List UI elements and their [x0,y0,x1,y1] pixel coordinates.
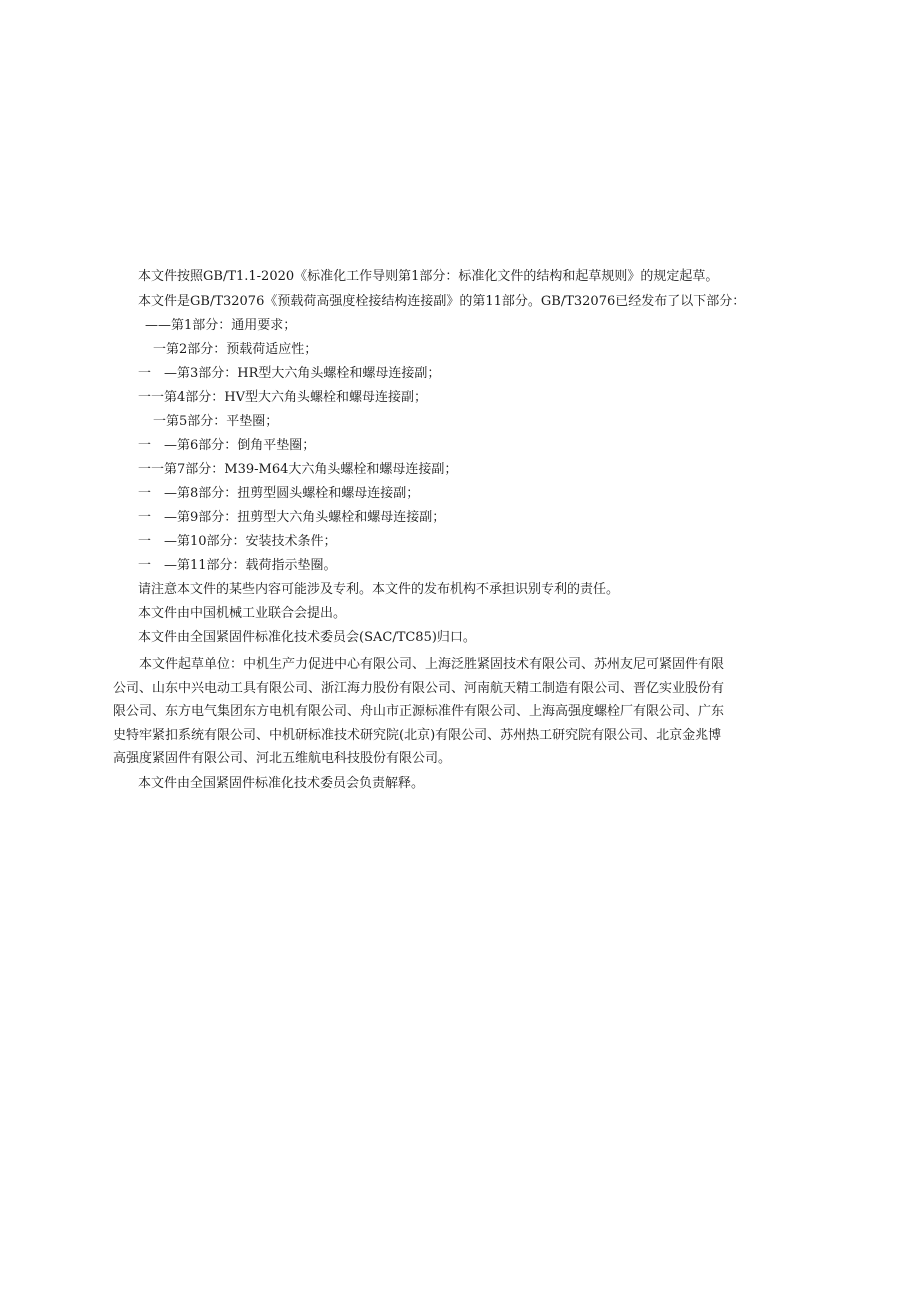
part-list-item: ——第1部分：通用要求； [145,318,297,333]
part-list-item: 一 —第11部分：载荷指示垫圈。 [138,558,337,573]
interpretation-notice: 本文件由全国紧固件标准化技术委员会负责解释。 [138,776,425,791]
drafting-units-line: 高强度紧固件有限公司、河北五维航电科技股份有限公司。 [113,751,452,766]
drafting-units-line: 限公司、东方电气集团东方电机有限公司、舟山市正源标准件有限公司、上海高强度螺栓厂有限公司、广东 [113,704,725,719]
part-list-item: 一第5部分：平垫圈； [153,414,279,429]
drafting-units-line: 公司、山东中兴电动工具有限公司、浙江海力股份有限公司、河南航天精工制造有限公司、晋亿实业股份有 [113,680,725,696]
part-list-item: 一 —第8部分：扭剪型圆头螺栓和螺母连接副； [138,486,420,501]
patent-notice: 请注意本文件的某些内容可能涉及专利。本文件的发布机构不承担识别专利的责任。 [138,582,620,597]
foreword-series-intro: 本文件是GB/T32076《预载荷高强度栓接结构连接副》的第11部分。GB/T32076已经发布了以下部分： [138,294,746,309]
part-list-item: 一一第7部分：M39-M64大六角头螺栓和螺母连接副； [138,462,458,477]
part-list-item: 一第2部分：预载荷适应性； [153,342,318,357]
foreword-drafting-rule: 本文件按照GB/T1.1-2020《标准化工作导则第1部分：标准化文件的结构和起草规则》的规定起草。 [138,269,719,284]
drafting-units-line: 本文件起草单位：中机生产力促进中心有限公司、上海泛胜紧固技术有限公司、苏州友尼可紧固件有限 [113,657,725,672]
part-list-item: 一一第4部分：HV型大六角头螺栓和螺母连接副； [138,390,427,405]
part-list-item: 一 —第9部分：扭剪型大六角头螺栓和螺母连接副； [138,510,446,525]
part-list-item: 一 —第3部分：HR型大六角头螺栓和螺母连接副； [138,366,441,381]
drafting-units-paragraph [113,653,837,771]
part-list-item: 一 —第10部分：安装技术条件； [138,534,337,549]
drafting-units-line: 史特牢紧扣系统有限公司、中机研标准技术研究院(北京)有限公司、苏州热工研究院有限公司、北京金兆博 [113,727,722,743]
part-list-item: 一 —第6部分：倒角平垫圈； [138,438,316,453]
proposed-by: 本文件由中国机械工业联合会提出。 [138,606,347,621]
centralized-by: 本文件由全国紧固件标准化技术委员会(SAC/TC85)归口。 [138,630,476,645]
